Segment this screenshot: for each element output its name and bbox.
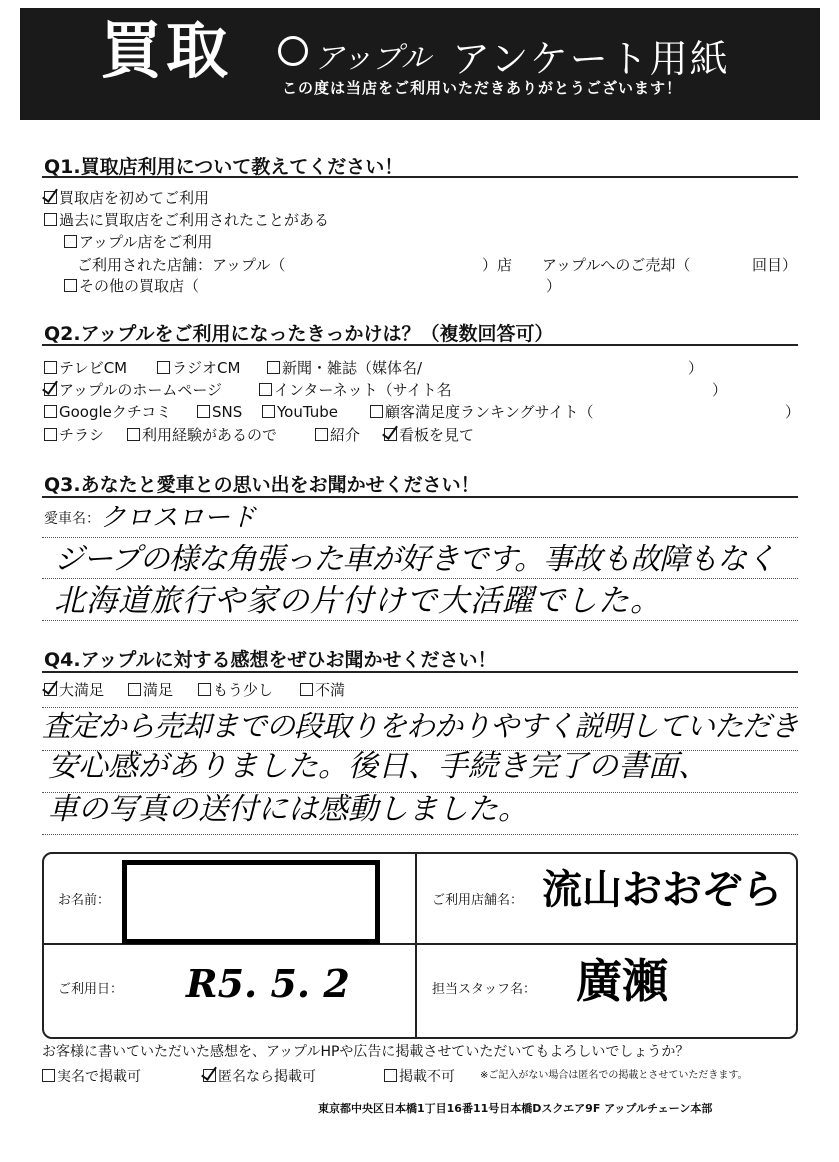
checkbox[interactable] <box>384 1069 397 1082</box>
checkbox[interactable] <box>44 213 57 226</box>
checkbox-checked[interactable] <box>44 683 57 696</box>
comment-line-3: 車の写真の送付には感動しました。 <box>48 792 528 827</box>
checkbox[interactable] <box>44 361 57 374</box>
q2-title: Q2.アップルをご利用になったきっかけは？（複数回答可） <box>44 323 554 345</box>
q1-store-suffix: ）店 <box>482 256 513 274</box>
car-name-label: 愛車名： <box>44 511 100 527</box>
staff-label: 担当スタッフ名： <box>432 982 537 997</box>
q1-store-name-label: ご利用された店舗：アップル（ <box>77 256 286 274</box>
q4-ruled-line <box>42 707 798 708</box>
checkbox[interactable] <box>64 279 77 292</box>
q3-ruled-line <box>42 537 798 538</box>
q2-flyer-option[interactable]: チラシ <box>44 428 104 443</box>
checkbox[interactable] <box>42 1069 55 1082</box>
brand-script: アップル <box>314 41 431 76</box>
checkbox-checked[interactable] <box>44 191 57 204</box>
date-label: ご利用日： <box>58 982 124 997</box>
consent-anonymous[interactable]: 匿名なら掲載可 <box>203 1069 316 1084</box>
footer-address: 東京都中央区日本橋1丁目16番11号日本橋Dスクエア9F アップルチェーン本部 <box>318 1102 713 1115</box>
store-name-label: ご利用店舗名： <box>432 893 524 908</box>
checkbox[interactable] <box>198 683 211 696</box>
checkbox[interactable] <box>267 361 280 374</box>
apple-logo-icon <box>278 36 308 66</box>
q1-first-time-option[interactable]: 買取店を初めてご利用 <box>44 191 209 206</box>
q1-apple-store-option[interactable]: アップル店をご利用 <box>64 235 212 250</box>
checkbox-checked[interactable] <box>384 428 397 441</box>
q1-title: Q1.買取店利用について教えてください！ <box>44 156 404 178</box>
q4-divider <box>42 671 798 673</box>
checkbox[interactable] <box>300 683 313 696</box>
checkbox[interactable] <box>127 428 140 441</box>
form-subtitle: この度は当店をご利用いただきありがとうございます！ <box>282 79 683 97</box>
q3-divider <box>42 496 798 498</box>
checkbox[interactable] <box>370 405 383 418</box>
q2-sns-option[interactable]: SNS <box>197 405 242 420</box>
car-name-handwritten: クロスロード <box>100 503 257 533</box>
checkbox[interactable] <box>259 383 272 396</box>
checkbox[interactable] <box>44 405 57 418</box>
q4-ruled-line <box>42 834 798 835</box>
consent-real-name[interactable]: 実名で掲載可 <box>42 1069 141 1084</box>
rating-very-satisfied[interactable]: 大満足 <box>44 683 104 698</box>
q2-referral-option[interactable]: 紹介 <box>315 428 360 443</box>
q2-divider <box>42 344 798 346</box>
q2-signboard-option[interactable]: 看板を見て <box>384 428 474 443</box>
q1-sale-count-label: アップルへのご売却（ <box>542 256 691 274</box>
q2-internet-close: ） <box>712 381 728 399</box>
q2-ranking-option[interactable]: 顧客満足度ランキングサイト（ <box>370 405 594 420</box>
rating-a-bit-more[interactable]: もう少し <box>198 683 273 698</box>
q3-title: Q3.あなたと愛車との思い出をお聞かせください！ <box>44 474 480 496</box>
q2-google-option[interactable]: Googleクチコミ <box>44 405 171 420</box>
q2-tv-option[interactable]: テレビCM <box>44 361 127 376</box>
form-title: アンケート用紙 <box>452 37 730 81</box>
name-label: お名前： <box>58 893 111 908</box>
q2-newspaper-option[interactable]: 新聞・雑誌（媒体名/ <box>267 361 422 376</box>
kaitori-logo: 買取 <box>100 14 233 87</box>
q3-ruled-line <box>42 578 798 579</box>
name-redaction-box <box>122 860 380 944</box>
q4-title: Q4.アップルに対する感想をぜひお聞かせください！ <box>44 649 497 671</box>
rating-dissatisfied[interactable]: 不満 <box>300 683 345 698</box>
consent-question: お客様に書いていただいた感想を、アップルHPや広告に掲載させていただいてもよろしいでしょうか？ <box>42 1044 690 1060</box>
checkbox[interactable] <box>44 428 57 441</box>
consent-not-allowed[interactable]: 掲載不可 <box>384 1069 455 1084</box>
q2-newspaper-close: ） <box>688 359 704 377</box>
q2-experience-option[interactable]: 利用経験があるので <box>127 428 277 443</box>
date-value: R5. 5. 2 <box>186 961 350 1006</box>
q2-ranking-close: ） <box>785 403 801 421</box>
comment-line-1: 査定から売却までの段取りをわかりやすく説明していただき <box>42 709 799 743</box>
consent-note: ※ご記入がない場合は匿名での掲載とさせていただきます。 <box>480 1070 748 1081</box>
checkbox-checked[interactable] <box>203 1069 216 1082</box>
q2-internet-option[interactable]: インターネット（サイト名 <box>259 383 452 398</box>
rating-satisfied[interactable]: 満足 <box>128 683 173 698</box>
staff-value: 廣瀬 <box>576 954 668 1008</box>
q1-other-close: ） <box>546 277 562 295</box>
q2-radio-option[interactable]: ラジオCM <box>157 361 240 376</box>
checkbox[interactable] <box>315 428 328 441</box>
q3-ruled-line <box>42 620 798 621</box>
memory-line-2: 北海道旅行や家の片付けで大活躍でした。 <box>54 583 662 619</box>
q1-used-before-option[interactable]: 過去に買取店をご利用されたことがある <box>44 213 329 228</box>
q2-youtube-option[interactable]: YouTube <box>262 405 338 420</box>
checkbox[interactable] <box>64 235 77 248</box>
q2-homepage-option[interactable]: アップルのホームページ <box>44 383 222 398</box>
checkbox[interactable] <box>157 361 170 374</box>
q1-other-store-option[interactable]: その他の買取店（ <box>64 279 199 294</box>
comment-line-2: 安心感がありました。後日、手続き完了の書面、 <box>48 749 708 784</box>
checkbox[interactable] <box>128 683 141 696</box>
memory-line-1: ジープの様な角張った車が好きです。事故も故障もなく <box>54 542 776 577</box>
checkbox-checked[interactable] <box>44 383 57 396</box>
store-name-value: 流山おおぞら <box>542 866 782 913</box>
q1-sale-count-suffix: 回目） <box>752 256 798 274</box>
checkbox[interactable] <box>262 405 275 418</box>
checkbox[interactable] <box>197 405 210 418</box>
q1-divider <box>42 176 798 178</box>
